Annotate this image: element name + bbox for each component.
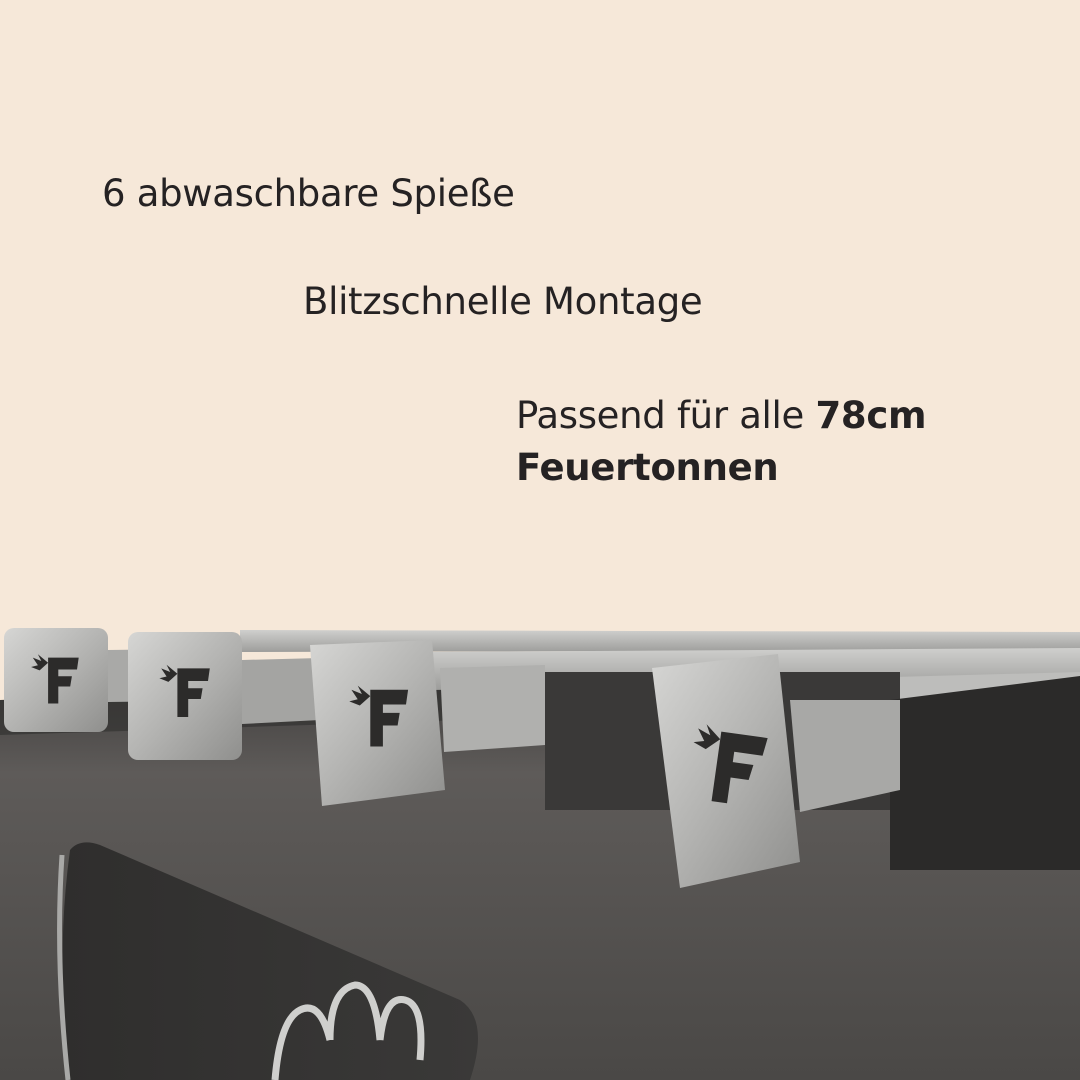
feature-skewers: 6 abwaschbare Spieße: [102, 172, 515, 215]
compatibility-text: Passend für alle: [516, 394, 816, 437]
feature-assembly: Blitzschnelle Montage: [303, 280, 703, 323]
compatibility-size: 78cm: [815, 394, 927, 437]
compatibility-product: Feuertonnen: [516, 446, 779, 489]
feature-compatibility: [516, 390, 926, 494]
